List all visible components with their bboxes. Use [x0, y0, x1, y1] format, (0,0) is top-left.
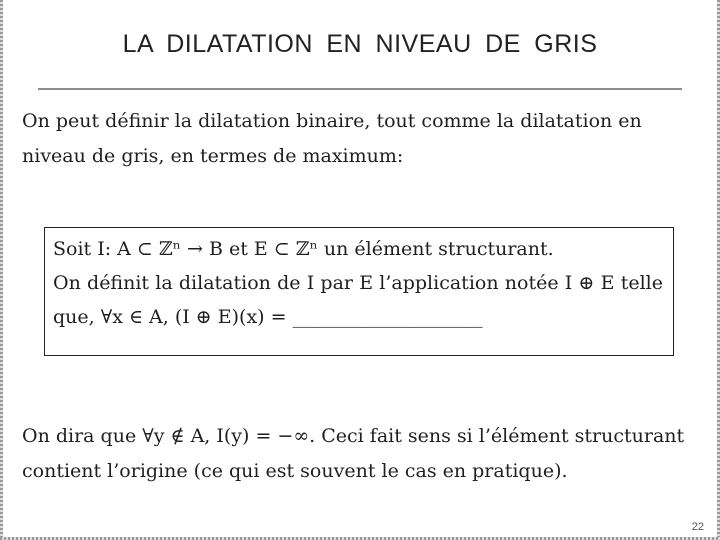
definition-box [44, 227, 674, 356]
definition-line-1: Soit I: A ⊂ ℤⁿ → B et E ⊂ ℤⁿ un élément structurant. [53, 238, 554, 260]
closing-paragraph: On dira que ∀y ∉ A, I(y) = −∞. Ceci fait sens si l’élément structurant contient l’origine (ce qui est souvent le cas en pratique). [22, 425, 685, 482]
page-number: 22 [691, 521, 704, 533]
slide-border-left [0, 0, 3, 540]
title-divider [38, 88, 682, 90]
definition-line-3: que, ∀x ∈ A, (I ⊕ E)(x) = ____________________ [53, 306, 483, 328]
definition-line-2: On définit la dilatation de I par E l’application notée I ⊕ E telle [53, 272, 663, 294]
slide-title: LA DILATATION EN NIVEAU DE GRIS [122, 30, 598, 58]
intro-paragraph: On peut définir la dilatation binaire, tout comme la dilatation en niveau de gris, en termes de maximum: [22, 110, 642, 167]
